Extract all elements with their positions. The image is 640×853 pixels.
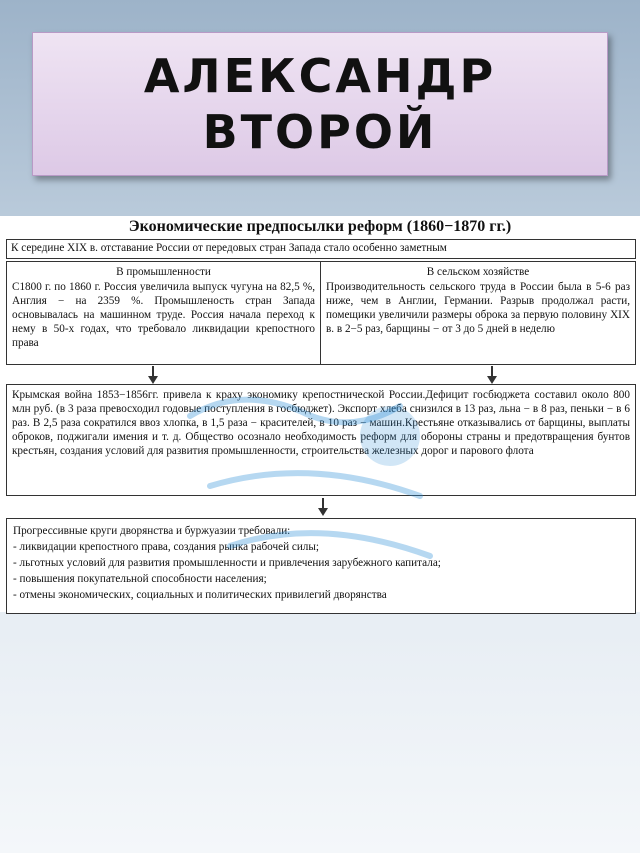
agriculture-column	[321, 262, 635, 364]
document-image	[0, 216, 640, 612]
document-heading: Экономические предпосылки реформ (1860−1870 гг.)	[128, 218, 512, 235]
industry-column	[7, 262, 321, 364]
demands-item: - отмены экономических, социальных и политических привилегий дворянства	[13, 589, 387, 601]
demands-box	[6, 518, 636, 614]
summary-box: К середине XIX в. отставание России от передовых стран Запада стало особенно заметным	[6, 239, 636, 259]
slide-title-box	[32, 32, 608, 176]
industry-header: В промышленности	[116, 266, 211, 278]
down-arrow-icon	[487, 366, 497, 384]
slide-title: АЛЕКСАНДР ВТОРОЙ	[143, 49, 497, 159]
down-arrow-icon	[148, 366, 158, 384]
down-arrow-icon	[318, 498, 328, 518]
agriculture-text: Производительность сельского труда в России была в 5-6 раз ниже, чем в Англии, Германии. Разрыв продолжал расти, помещики увеличили размеры оброка за первую половину XIX в. в 2−5 раз, барщины − от 3 до 5 дней в неделю	[326, 281, 630, 335]
crimean-war-box: Крымская война 1853−1856гг. привела к краху экономику крепостнической России.Дефицит госбюджета составил около 800 млн руб. (в 3 раза превосходил годовые поступления в госбюджет). Экспорт хлеба снизился в 13 раз, льна − в 8 раз, пеньки − в 6 раз. В 2,5 раза сократился ввоз хлопка, в 1,5 раза − красителей, в 10 раз − машин.Крестьяне отказывались от барщины, выплаты оброков, поджигали имения и т. д. Общество осознало необходимость реформ для обороны страны и предотвращения бунтов крестьян, создания условий для развития промышленности, строительства железных дорог и парового флота	[6, 384, 636, 496]
demands-intro: Прогрессивные круги дворянства и буржуазии требовали:	[13, 525, 291, 537]
industry-text: С1800 г. по 1860 г. Россия увеличила выпуск чугуна на 82,5 %, Англия − на 2359 %. Промышленость стран Запада основывалась на машинном труде. Россия начала переход к нему в 50-х годах, что требовало ликвидации крепостного права	[12, 281, 315, 349]
demands-item: - льготных условий для развития промышленности и привлечения зарубежного капитала;	[13, 557, 441, 569]
two-column-box	[6, 261, 636, 365]
demands-item: - ликвидации крепостного права, создания рынка рабочей силы;	[13, 541, 320, 553]
demands-item: - повышения покупательной способности населения;	[13, 573, 267, 585]
agriculture-header: В сельском хозяйстве	[426, 266, 530, 278]
